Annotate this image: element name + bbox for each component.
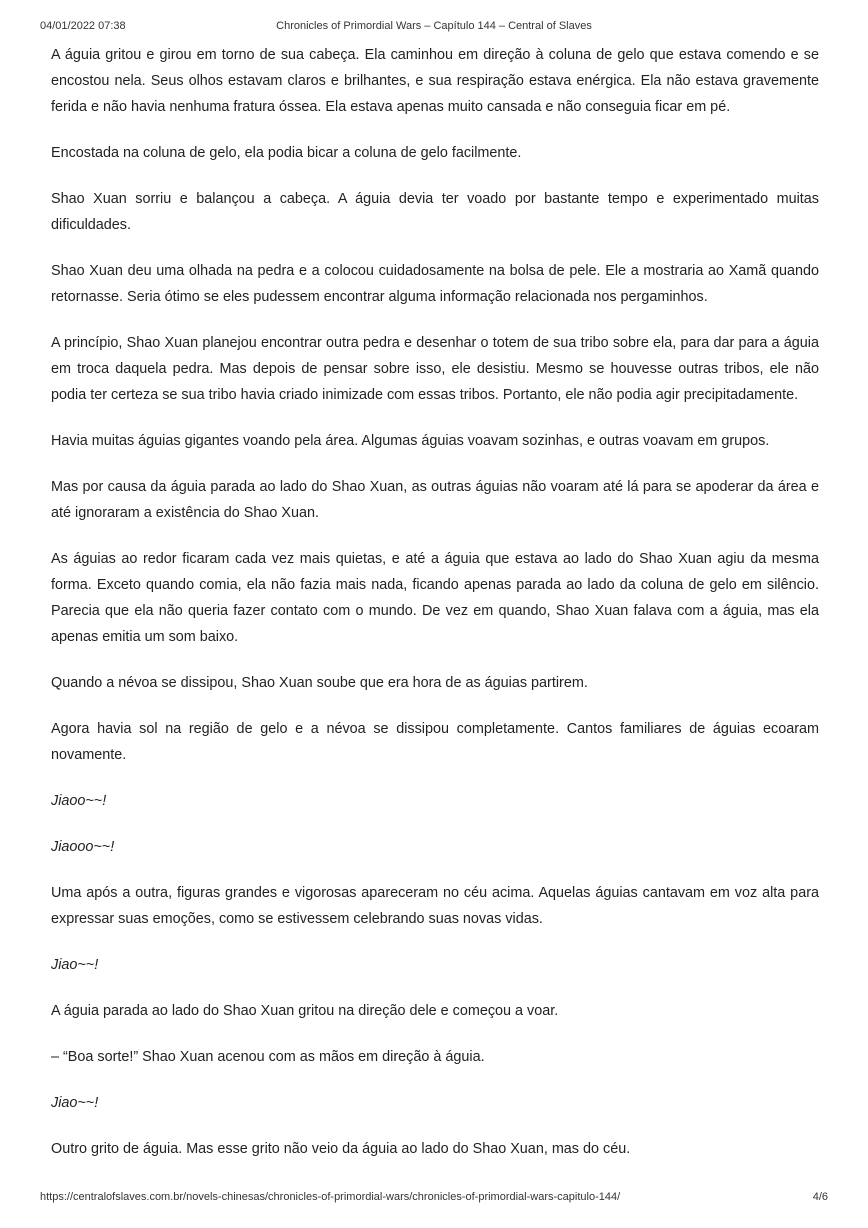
paragraph: Outro grito de águia. Mas esse grito não veio da águia ao lado do Shao Xuan, mas do céu. — [51, 1141, 631, 1157]
chapter-body — [51, 42, 819, 1182]
eagle-cry-line: Jiaooo~~! — [51, 839, 115, 855]
print-header — [40, 20, 828, 36]
dialogue-line: – “Boa sorte!” Shao Xuan acenou com as mãos em direção à águia. — [51, 1049, 485, 1065]
eagle-cry-line: Jiaoo~~! — [51, 793, 107, 809]
paragraph: As águias ao redor ficaram cada vez mais quietas, e até a águia que estava ao lado do Shao Xuan agiu da mesma forma. Exceto quando comia, ela não fazia mais nada, ficando apenas parada ao lado da coluna de gelo em silêncio. Parecia que ela não queria fazer contato com o mundo. De vez em quando, Shao Xuan falava com a águia, mas ela apenas emitia um som baixo. — [51, 551, 819, 645]
print-datetime: 04/01/2022 07:38 — [40, 20, 126, 32]
paragraph: Shao Xuan sorriu e balançou a cabeça. A águia devia ter voado por bastante tempo e experimentado muitas dificuldades. — [51, 191, 819, 233]
document-title: Chronicles of Primordial Wars – Capítulo 144 – Central of Slaves — [276, 20, 592, 32]
paragraph: A princípio, Shao Xuan planejou encontrar outra pedra e desenhar o totem de sua tribo sobre ela, para dar para a águia em troca daquela pedra. Mas depois de pensar sobre isso, ele desistiu. Mesmo se houvesse outras tribos, ele não podia ter certeza se sua tribo havia criado inimizade com essas tribos. Portanto, ele não podia agir precipitadamente. — [51, 335, 819, 403]
source-url: https://centralofslaves.com.br/novels-chinesas/chronicles-of-primordial-wars/chronicles-of-primordial-wars-capitulo-144/ — [40, 1191, 621, 1203]
eagle-cry-line: Jiao~~! — [51, 1095, 99, 1111]
paragraph: Quando a névoa se dissipou, Shao Xuan soube que era hora de as águias partirem. — [51, 675, 588, 691]
paragraph: Uma após a outra, figuras grandes e vigorosas apareceram no céu acima. Aquelas águias cantavam em voz alta para expressar suas emoções, como se estivessem celebrando suas novas vidas. — [51, 885, 819, 927]
paragraph: Encostada na coluna de gelo, ela podia bicar a coluna de gelo facilmente. — [51, 145, 522, 161]
paragraph: Mas por causa da águia parada ao lado do Shao Xuan, as outras águias não voaram até lá para se apoderar da área e até ignoraram a existência do Shao Xuan. — [51, 479, 819, 521]
print-footer — [40, 1191, 828, 1207]
eagle-cry-line: Jiao~~! — [51, 957, 99, 973]
paragraph: Havia muitas águias gigantes voando pela área. Algumas águias voavam sozinhas, e outras voavam em grupos. — [51, 433, 770, 449]
paragraph: A águia gritou e girou em torno de sua cabeça. Ela caminhou em direção à coluna de gelo que estava comendo e se encostou nela. Seus olhos estavam claros e brilhantes, e sua respiração estava enérgica. Ela não estava gravemente ferida e não havia nenhuma fratura óssea. Ela estava apenas muito cansada e não conseguia ficar em pé. — [51, 47, 819, 115]
paragraph: Agora havia sol na região de gelo e a névoa se dissipou completamente. Cantos familiares de águias ecoaram novamente. — [51, 721, 819, 763]
paragraph: Shao Xuan deu uma olhada na pedra e a colocou cuidadosamente na bolsa de pele. Ele a mostraria ao Xamã quando retornasse. Seria ótimo se eles pudessem encontrar alguma informação relacionada nos pergaminhos. — [51, 263, 819, 305]
paragraph: A águia parada ao lado do Shao Xuan gritou na direção dele e começou a voar. — [51, 1003, 559, 1019]
page-indicator: 4/6 — [812, 1191, 828, 1203]
